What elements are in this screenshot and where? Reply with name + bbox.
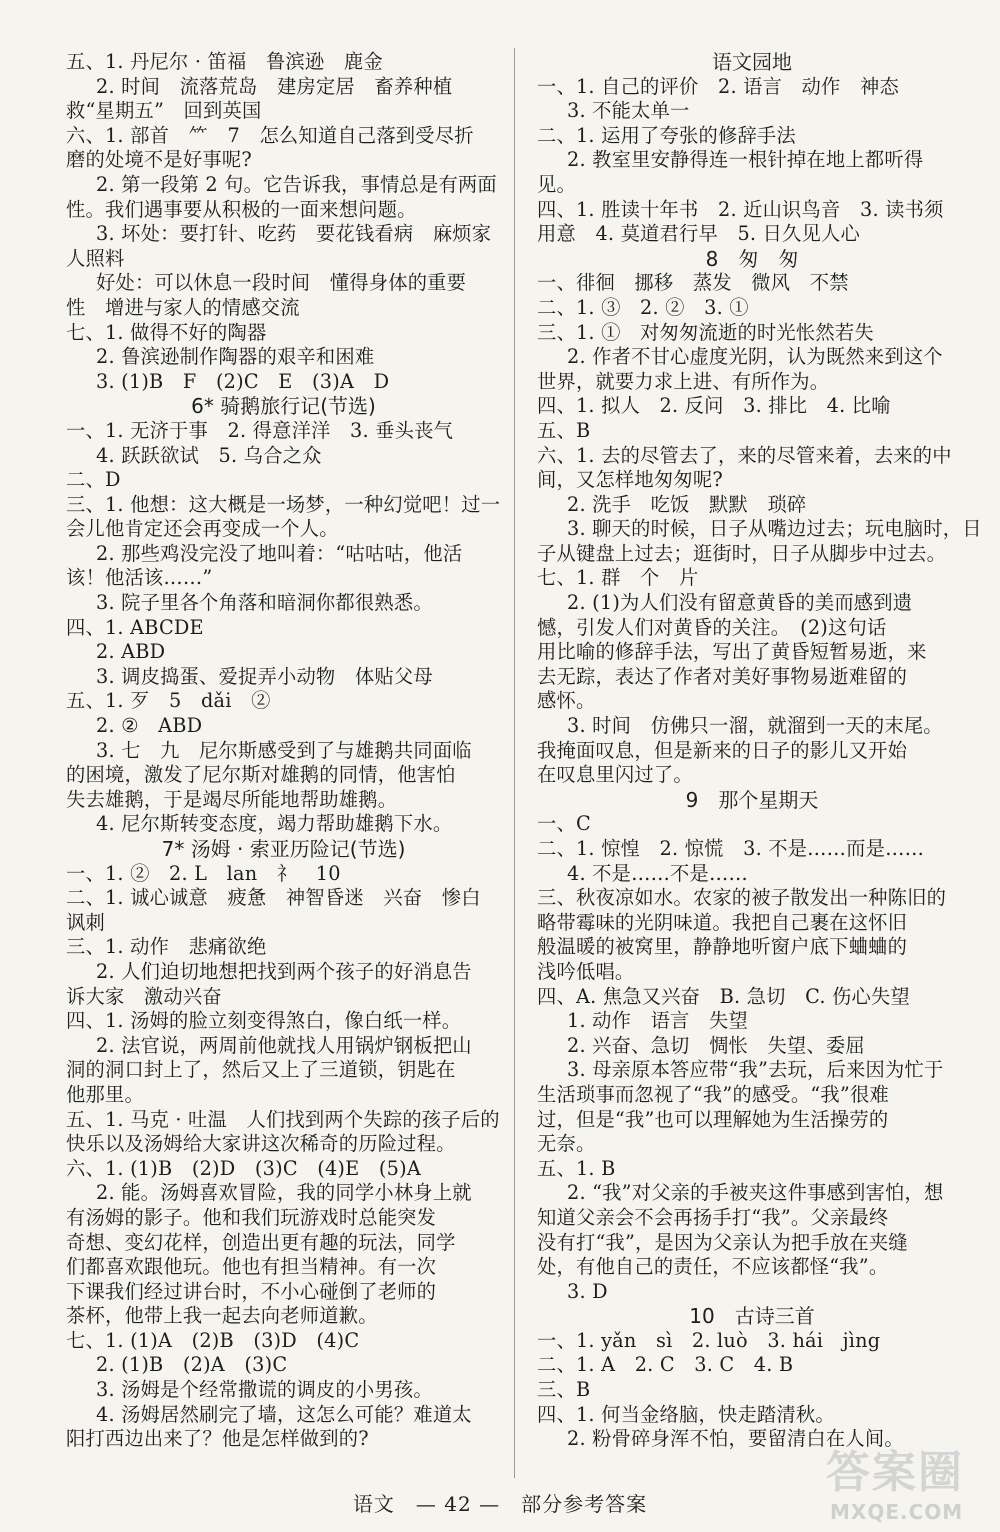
answer-line: 2. 兴奋、急切 惆怅 失望、委屈 bbox=[567, 1033, 865, 1057]
answer-line: 知道父亲会不会再扬手打“我”。父亲最终 bbox=[537, 1205, 889, 1229]
answer-line: 没有打“我”，是因为父亲认为把手放在夹缝 bbox=[537, 1230, 908, 1254]
answer-line: 3. 调皮捣蛋、爱捉弄小动物 体贴父母 bbox=[96, 664, 433, 688]
answer-line: 略带霉味的光阴味道。我把自己裹在这怀旧 bbox=[537, 910, 908, 934]
answer-line: 3. 时间 仿佛只一溜，就溜到一天的末尾。 bbox=[567, 714, 943, 738]
answer-line: 过，但是“我”也可以理解她为生活操劳的 bbox=[537, 1107, 889, 1131]
answer-line: 四、1. 何当金络脑，快走踏清秋。 bbox=[537, 1402, 835, 1426]
answer-line: 2. 教室里安静得连一根针掉在地上都听得 bbox=[567, 148, 924, 172]
answer-line: 子从键盘上过去；逛街时，日子从脚步中过去。 bbox=[537, 541, 947, 565]
answer-line: 洞的洞口封上了，然后又上了三道锁，钥匙在 bbox=[66, 1058, 456, 1082]
answer-line: 般温暖的被窝里，静静地听窗户底下蛐蛐的 bbox=[537, 935, 908, 959]
answer-line: 二、1. A 2. C 3. C 4. B bbox=[537, 1353, 794, 1377]
section-title: 6* 骑鹅旅行记(节选) bbox=[191, 394, 376, 419]
answer-line: 4. 汤姆居然刷完了墙，这怎么可能？难道太 bbox=[96, 1402, 472, 1426]
answer-line: 2. 第一段第 2 句。它告诉我，事情总是有两面 bbox=[96, 172, 497, 196]
answer-line: 一、徘徊 挪移 蒸发 微风 不禁 bbox=[537, 271, 849, 295]
answer-line: 见。 bbox=[537, 172, 576, 196]
answer-line: 2. 时间 流落荒岛 建房定居 畜养种植 bbox=[96, 74, 453, 98]
answer-line: 一、C bbox=[537, 812, 591, 836]
answer-line: 2. 人们迫切地想把找到两个孩子的好消息告 bbox=[96, 959, 472, 983]
answer-line: 五、1. B bbox=[537, 1156, 616, 1180]
answer-line: 救“星期五” 回到英国 bbox=[66, 99, 262, 123]
answer-line: 六、1. (1)B (2)D (3)C (4)E (5)A bbox=[66, 1156, 421, 1180]
watermark-text: 答案圈 bbox=[826, 1447, 964, 1498]
answer-line: 2. “我”对父亲的手被夹这件事感到害怕，想 bbox=[567, 1181, 944, 1205]
answer-line: 2. (1)B (2)A (3)C bbox=[96, 1353, 288, 1377]
answer-line: 性。我们遇事要从积极的一面来想问题。 bbox=[66, 197, 417, 221]
answer-line: 他那里。 bbox=[66, 1082, 144, 1106]
answer-line: 感怀。 bbox=[537, 689, 596, 713]
answer-line: 憾，引发人们对黄昏的关注。 (2)这句话 bbox=[537, 615, 887, 639]
answer-line: 二、1. 惊惶 2. 惊慌 3. 不是……而是…… bbox=[537, 837, 925, 860]
answer-line: 五、B bbox=[537, 418, 591, 442]
answer-line: 的困境，激发了尼尔斯对雄鹅的同情，他害怕 bbox=[66, 763, 456, 787]
answer-line: 四、1. ABCDE bbox=[66, 615, 204, 639]
answer-line: 三、B bbox=[537, 1378, 591, 1402]
answer-line: 七、1. 群 个 片 bbox=[537, 566, 699, 590]
answer-line: 浅吟低唱。 bbox=[537, 959, 635, 983]
section-title: 8 匆 匆 bbox=[705, 246, 799, 271]
answer-line: 2. 那些鸡没完没了地叫着：“咕咕咕，他活 bbox=[96, 541, 463, 565]
answer-line: 3. 不能太单一 bbox=[567, 99, 690, 123]
left-column bbox=[66, 50, 501, 1452]
answer-line: 五、1. 丹尼尔 · 笛福 鲁滨逊 鹿金 bbox=[66, 50, 383, 73]
answer-line: 2. 洗手 吃饭 默默 琐碎 bbox=[567, 492, 807, 516]
answer-line: 有汤姆的影子。他和我们玩游戏时总能突发 bbox=[66, 1205, 437, 1229]
answer-line: 2. (1)为人们没有留意黄昏的美而感到遗 bbox=[567, 591, 913, 615]
answer-line: 四、A. 焦急又兴奋 B. 急切 C. 伤心失望 bbox=[537, 984, 910, 1008]
answer-line: 2. ② ABD bbox=[96, 714, 203, 738]
right-column bbox=[537, 50, 982, 1452]
answer-line: 二、1. 运用了夸张的修辞手法 bbox=[537, 123, 796, 147]
answer-line: 六、1. 去的尽管去了，来的尽管来着，去来的中 bbox=[537, 443, 952, 467]
answer-line: 下课我们经过讲台时，不小心碰倒了老师的 bbox=[66, 1279, 437, 1303]
answer-line: 们都喜欢跟他玩。他也有担当精神。有一次 bbox=[66, 1255, 437, 1279]
answer-line: 五、1. 歹 5 dǎi ② bbox=[66, 689, 271, 713]
answer-line: 2. 粉骨碎身浑不怕，要留清白在人间。 bbox=[567, 1427, 904, 1451]
answer-line: 用比喻的修辞手法，写出了黄昏短暂易逝，来 bbox=[537, 640, 927, 664]
answer-line: 在叹息里闪过了。 bbox=[537, 763, 693, 787]
answer-line: 人照料 bbox=[66, 246, 125, 270]
page-footer: 语文 — 42 — 部分参考答案 bbox=[352, 1492, 648, 1516]
answer-line: 四、1. 汤姆的脸立刻变得煞白，像白纸一样。 bbox=[66, 1009, 462, 1033]
answer-line: 三、1. 动作 悲痛欲绝 bbox=[66, 935, 267, 959]
answer-line: 阳打西边出来了？他是怎样做到的? bbox=[66, 1427, 369, 1451]
answer-line: 1. 动作 语言 失望 bbox=[567, 1009, 748, 1033]
answer-line: 3. D bbox=[567, 1279, 608, 1303]
answer-line: 讽刺 bbox=[66, 910, 105, 934]
answer-line: 二、D bbox=[66, 468, 121, 492]
answer-line: 会儿他肯定还会再变成一个人。 bbox=[66, 517, 339, 541]
answer-line: 诉大家 激动兴奋 bbox=[66, 984, 222, 1008]
answer-line: 失去雄鹅，于是竭尽所能地帮助雄鹅。 bbox=[66, 787, 398, 811]
answer-line: 一、1. 自己的评价 2. 语言 动作 神态 bbox=[537, 74, 899, 98]
answer-line: 去无踪，表达了作者对美好事物易逝难留的 bbox=[537, 664, 908, 688]
section-title: 语文园地 bbox=[712, 50, 792, 74]
answer-line: 该！他活该……” bbox=[66, 566, 213, 590]
answer-line: 一、1. ② 2. L lan 礻 10 bbox=[66, 861, 341, 885]
answer-line: 性 增进与家人的情感交流 bbox=[66, 295, 300, 319]
answer-line: 3. 聊天的时候，日子从嘴边过去；玩电脑时，日 bbox=[567, 517, 982, 541]
answer-line: 磨的处境不是好事呢? bbox=[66, 148, 252, 172]
answer-line: 用意 4. 莫道君行早 5. 日久见人心 bbox=[537, 222, 860, 246]
answer-line: 二、1. ③ 2. ② 3. ① bbox=[537, 295, 749, 319]
answer-line: 七、1. 做得不好的陶器 bbox=[66, 320, 267, 344]
answer-line: 无奈。 bbox=[537, 1132, 596, 1156]
answer-line: 3. 七 九 尼尔斯感受到了与雄鹅共同面临 bbox=[96, 738, 472, 762]
section-title: 9 那个星期天 bbox=[685, 787, 819, 812]
answer-line: 4. 尼尔斯转变态度，竭力帮助雄鹅下水。 bbox=[96, 812, 453, 836]
section-title: 7* 汤姆 · 索亚历险记(节选) bbox=[161, 837, 406, 861]
watermark-url: MXQE.COM bbox=[830, 1500, 964, 1524]
answer-line: 茶杯，他带上我一起去向老师道歉。 bbox=[66, 1304, 378, 1328]
answer-line: 一、1. yǎn sì 2. luò 3. hái jìng bbox=[537, 1328, 881, 1352]
answer-line: 4. 跃跃欲试 5. 乌合之众 bbox=[96, 443, 322, 467]
answer-line: 3. 汤姆是个经常撒谎的调皮的小男孩。 bbox=[96, 1378, 433, 1402]
answer-line: 四、1. 拟人 2. 反问 3. 排比 4. 比喻 bbox=[537, 394, 891, 418]
answer-line: 世界，就要力求上进、有所作为。 bbox=[537, 369, 830, 393]
answer-line: 好处：可以休息一段时间 懂得身体的重要 bbox=[96, 271, 467, 295]
answer-line: 三、秋夜凉如水。农家的被子散发出一种陈旧的 bbox=[537, 886, 947, 910]
answer-line: 七、1. (1)A (2)B (3)D (4)C bbox=[66, 1328, 360, 1352]
answer-line: 3. 母亲原本答应带“我”去玩，后来因为忙于 bbox=[567, 1058, 944, 1082]
answer-line: 奇想、变幻花样，创造出更有趣的玩法，同学 bbox=[66, 1230, 456, 1254]
answer-line: 三、1. ① 对匆匆流逝的时光怅然若失 bbox=[537, 320, 874, 344]
answer-line: 2. 法官说，两周前他就找人用锅炉钢板把山 bbox=[96, 1033, 472, 1057]
answer-line: 我掩面叹息，但是新来的日子的影儿又开始 bbox=[537, 738, 908, 762]
answer-line: 2. ABD bbox=[96, 640, 166, 664]
answer-line: 二、1. 诚心诚意 疲惫 神智昏迷 兴奋 惨白 bbox=[66, 886, 481, 910]
answer-line: 3. 院子里各个角落和暗洞你都很熟悉。 bbox=[96, 591, 433, 615]
answer-line: 2. 鲁滨逊制作陶器的艰辛和困难 bbox=[96, 345, 375, 369]
answer-line: 快乐以及汤姆给大家讲这次稀奇的历险过程。 bbox=[66, 1132, 456, 1156]
section-title: 10 古诗三首 bbox=[689, 1304, 815, 1329]
answer-line: 2. 作者不甘心虚度光阴，认为既然来到这个 bbox=[567, 345, 943, 369]
watermark-logo bbox=[826, 1444, 986, 1526]
answer-line: 间，又怎样地匆匆呢? bbox=[537, 468, 723, 492]
answer-line: 五、1. 马克 · 吐温 人们找到两个失踪的孩子后的 bbox=[66, 1107, 500, 1131]
answer-line: 4. 不是……不是…… bbox=[567, 861, 748, 885]
answer-line: 四、1. 胜读十年书 2. 近山识鸟音 3. 读书须 bbox=[537, 197, 944, 221]
answer-line: 处，有他自己的责任，不应该都怪“我”。 bbox=[537, 1255, 889, 1279]
answer-line: 三、1. 他想：这大概是一场梦，一种幻觉吧！过一 bbox=[66, 492, 501, 516]
answer-line: 六、1. 部首 ⺮ 7 怎么知道自己落到受尽折 bbox=[66, 123, 474, 147]
answer-line: 2. 能。汤姆喜欢冒险，我的同学小林身上就 bbox=[96, 1181, 472, 1205]
column-divider bbox=[514, 48, 515, 1478]
answer-line: 3. 坏处：要打针、吃药 要花钱看病 麻烦家 bbox=[96, 222, 492, 246]
answer-line: 一、1. 无济于事 2. 得意洋洋 3. 垂头丧气 bbox=[66, 418, 454, 442]
answer-line: 生活琐事而忽视了“我”的感受。“我”很难 bbox=[537, 1082, 889, 1106]
answer-line: 3. (1)B F (2)C E (3)A D bbox=[96, 369, 390, 393]
